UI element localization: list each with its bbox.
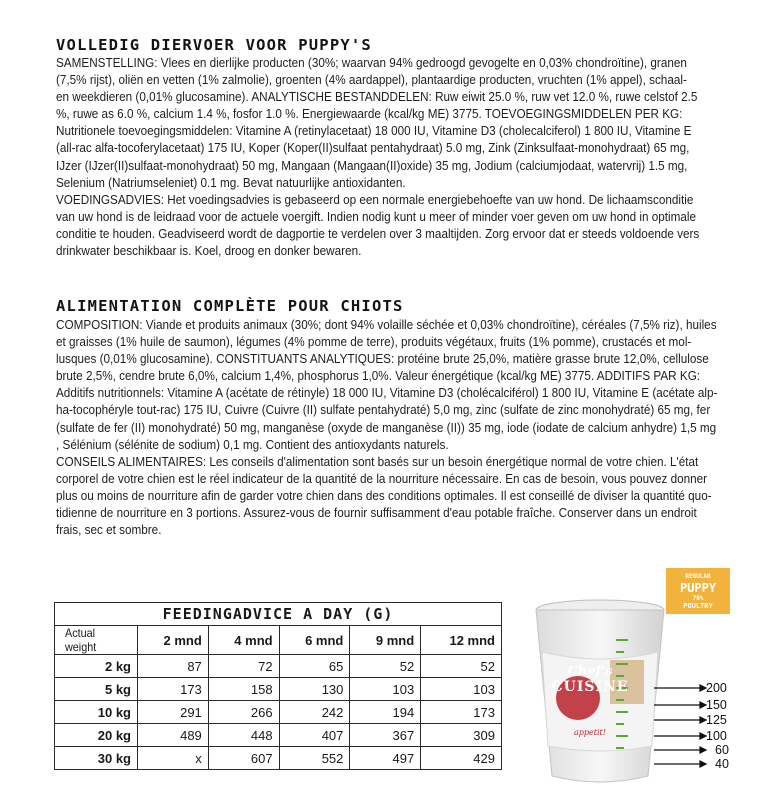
table-cell: x <box>138 747 209 770</box>
table-cell: 367 <box>350 724 421 747</box>
table-cell: 497 <box>350 747 421 770</box>
table-cell: 72 <box>208 655 279 678</box>
scale-label-40: 40 <box>715 757 729 771</box>
table-cell: 266 <box>208 701 279 724</box>
text-line: corporel de votre chien est le réel indicateur de la quantité de la nourriture nécessaire. En cas de besoin, vous pouvez donner <box>56 471 708 486</box>
column-header: 4 mnd <box>208 626 279 655</box>
table-cell: 87 <box>138 655 209 678</box>
cup-brand-line2: CUISINE <box>551 679 629 695</box>
table-row <box>55 701 502 724</box>
scale-label-60: 60 <box>715 743 729 757</box>
row-weight: 5 kg <box>55 678 138 701</box>
text-line: SAMENSTELLING: Vlees en dierlijke producten (30%; waarvan 94% gedroogd gevogelte en 0,03% chondroïtine), granen <box>56 56 687 70</box>
text-line: CONSEILS ALIMENTAIRES: Les conseils d'alimentation sont basés sur un besoin énergétique normal de votre chien. L'état <box>56 454 699 469</box>
table-cell: 489 <box>138 724 209 747</box>
text-line: plus ou moins de nourriture afin de garder votre chien dans des conditions optimales. Il est conseillé de diviser la quantité quo- <box>56 488 712 503</box>
text-line: (sulfate de fer (II) monohydraté) 50 mg, manganèse (oxyde de manganèse (II)) 35 mg, iode (iodate de calcium anhydre) 1,5 mg <box>56 420 717 435</box>
text-line: COMPOSITION: Viande et produits animaux (30%; dont 94% volaille séchée et 0,03% chondroïtine), céréales (7,5% riz), huiles <box>56 318 717 332</box>
text-line: (7,5% rijst), oliën en vetten (1% zalmolie), groenten (4% aardappel), plantaardige producten, vruchten (1% appel), schaal- <box>56 73 687 88</box>
text-line: %, ruwe as 6.0 %, calcium 1.4 %, fosfor 1.0 %. Energiewaarde (kcal/kg ME) 3775. TOEVOEGINGSMIDDELEN PER KG: <box>56 107 683 122</box>
corner-label: Actual weight <box>59 626 134 655</box>
product-badge <box>666 568 730 614</box>
heading-french: ALIMENTATION COMPLÈTE POUR CHIOTS <box>56 297 404 315</box>
table-row <box>55 747 502 770</box>
text-line: Additifs nutritionnels: Vitamine A (acétate de rétinyle) 18 000 IU, Vitamine D3 (cholécalciférol) 1 800 IU, Vitamine E (acétate alp- <box>56 386 718 401</box>
table-cell: 552 <box>279 747 350 770</box>
table-cell: 448 <box>208 724 279 747</box>
text-line: lusques (0,01% glucosamine). CONSTITUANTS ANALYTIQUES: protéine brute 25,0%, matière grasse brute 12,0%, cellulose <box>56 352 709 367</box>
row-weight: 30 kg <box>55 747 138 770</box>
text-line: drinkwater beschikbaar is. Koel, droog en donker bewaren. <box>56 244 362 259</box>
table-cell: 194 <box>350 701 421 724</box>
row-weight: 2 kg <box>55 655 138 678</box>
text-line: tidienne de nourriture en 3 portions. Assurez-vous de fournir suffisamment d'eau potable fraîche. Conserver dans un endroit <box>56 506 697 521</box>
scale-label-200: 200 <box>706 681 727 695</box>
scale-label-150: 150 <box>706 698 727 712</box>
table-cell: 173 <box>421 701 502 724</box>
table-cell: 103 <box>350 678 421 701</box>
table-cell: 158 <box>208 678 279 701</box>
paragraph-dutch <box>56 55 749 260</box>
table-cell: 291 <box>138 701 209 724</box>
text-line: brute 2,5%, cendre brute 6,0%, calcium 1,4%, phosphorus 1,0%. Valeur énergétique (kcal/kg ME) 3775. ADDITIFS PAR KG: <box>56 369 701 384</box>
cup-tagline: appetit! <box>574 728 606 737</box>
cup-brand-line1: Chef's <box>567 664 613 679</box>
table-row <box>55 655 502 678</box>
table-row <box>55 724 502 747</box>
feeding-table <box>54 602 502 770</box>
table-cell: 130 <box>279 678 350 701</box>
text-line: en weekdieren (0,01% glucosamine). ANALYTISCHE BESTANDDELEN: Ruw eiwit 25.0 %, ruw vet 12.0 %, ruwe celstof 2.5 <box>56 90 698 105</box>
scale-label-125: 125 <box>706 713 727 727</box>
feeding-table-title: FEEDINGADVICE A DAY (G) <box>55 603 502 626</box>
table-cell: 103 <box>421 678 502 701</box>
row-weight: 20 kg <box>55 724 138 747</box>
table-cell: 309 <box>421 724 502 747</box>
table-cell: 607 <box>208 747 279 770</box>
column-header: 6 mnd <box>279 626 350 655</box>
text-line: , Sélénium (sélénite de sodium) 0,1 mg. Contient des antioxydants naturels. <box>56 437 449 452</box>
badge-line3: 70% <box>692 595 704 602</box>
text-line: ha-tocophéryle tout-rac) 175 IU, Cuivre (Cuivre (II) sulfate pentahydraté) 5,0 mg, zinc (sulfate de zinc monohydraté) 65 mg, fer <box>56 403 711 418</box>
text-line: Selenium (Natriumseleniet) 0.1 mg. Bevat natuurlijke antioxidanten. <box>56 175 406 190</box>
row-weight: 10 kg <box>55 701 138 724</box>
table-cell: 429 <box>421 747 502 770</box>
table-cell: 65 <box>279 655 350 678</box>
table-cell: 242 <box>279 701 350 724</box>
text-line: VOEDINGSADVIES: Het voedingsadvies is gebaseerd op een normale energiebehoefte van uw hond. De lichaamsconditie <box>56 192 694 207</box>
text-line: IJzer (IJzer(II)sulfaat-monohydraat) 50 mg, Mangaan (Mangaan(II)oxide) 35 mg, Jodium (calciumjodaat, watervrij) 1.5 mg, <box>56 158 688 173</box>
column-header: 2 mnd <box>138 626 209 655</box>
column-header: 9 mnd <box>350 626 421 655</box>
badge-line1: REGULAR <box>685 573 711 580</box>
badge-line4: POULTRY <box>683 602 713 610</box>
table-row <box>55 678 502 701</box>
table-cell: 52 <box>350 655 421 678</box>
paragraph-french <box>56 317 749 539</box>
text-line: et graisses (1% huile de saumon), légumes (4% pomme de terre), produits végétaux, fruits (1% pomme), crustacés et mol- <box>56 335 692 350</box>
text-line: van uw hond is de leidraad voor de actuele voergift. Indien nodig kunt u meer of minder voer geven om uw hond in optimale <box>56 209 697 224</box>
table-cell: 52 <box>421 655 502 678</box>
heading-dutch: VOLLEDIG DIERVOER VOOR PUPPY'S <box>56 36 372 54</box>
badge-line2: PUPPY <box>679 581 717 595</box>
text-line: conditie te houden. Geadviseerd wordt de dagportie te verdelen over 3 maaltijden. Zorg ervoor dat er steeds voldoende vers <box>56 226 700 241</box>
text-line: (all-rac alfa-tocoferylacetaat) 175 IU, Koper (Koper(II)sulfaat pentahydraat) 5.0 mg, Zink (Zinksulfaat-monohydraat) 65 mg, <box>56 141 690 156</box>
scale-label-100: 100 <box>706 729 727 743</box>
text-line: frais, sec et sombre. <box>56 523 162 538</box>
table-cell: 173 <box>138 678 209 701</box>
column-header: 12 mnd <box>421 626 502 655</box>
table-cell: 407 <box>279 724 350 747</box>
text-line: Nutritionele toevoegingsmiddelen: Vitamine A (retinylacetaat) 18 000 IU, Vitamine D3 (cholecalciferol) 1 800 IU, Vitamine E <box>56 124 692 139</box>
cup-brand <box>550 664 630 695</box>
